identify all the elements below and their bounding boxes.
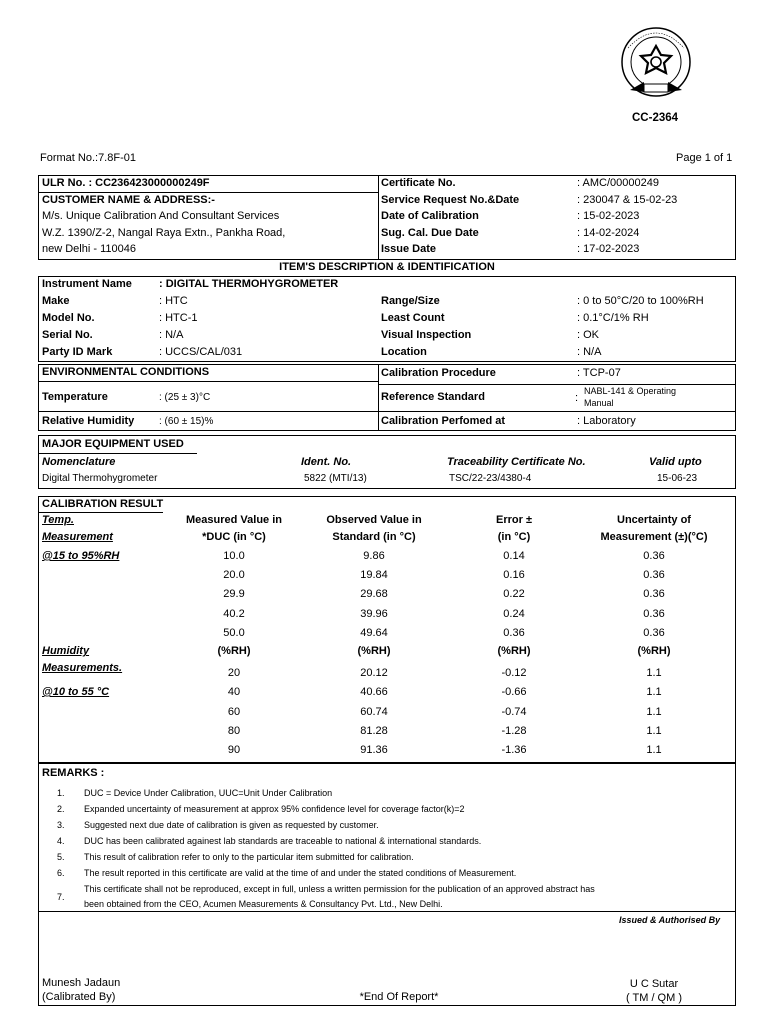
least-count-label: Least Count [381, 312, 445, 324]
temp-row-2-unc: 0.36 [643, 569, 665, 581]
reference-label: Reference Standard [381, 391, 485, 403]
remark-3-text: Suggested next due date of calibration is given as requested by customer. [84, 820, 379, 830]
environment-title: ENVIRONMENTAL CONDITIONS [42, 366, 210, 378]
temp-row-4-std: 39.96 [360, 608, 388, 620]
calibration-result-block [38, 496, 736, 763]
instrument-name-label: Instrument Name [42, 278, 132, 290]
remark-3-num: 3. [57, 820, 65, 830]
hum-row-3-error: -0.74 [501, 706, 527, 718]
format-number: Format No.:7.8F-01 [40, 152, 136, 164]
temperature-value: : (25 ± 3)°C [159, 392, 211, 403]
remark-4-text: DUC has been calibrated againest lab standards are traceable to national & international standards. [84, 836, 482, 846]
hum-row-3-std: 60.74 [360, 706, 388, 718]
temp-row-5-error: 0.36 [503, 627, 525, 639]
temp-row-5-std: 49.64 [360, 627, 388, 639]
hum-row-5-duc: 90 [227, 744, 241, 756]
certificate-no-label: Certificate No. [381, 177, 456, 189]
col-error-2: (in °C) [497, 531, 531, 543]
model-label: Model No. [42, 312, 95, 324]
hum-row-5-unc: 1.1 [646, 744, 662, 756]
range-value: : 0 to 50°C/20 to 100%RH [577, 295, 704, 307]
temp-row-4-error: 0.24 [503, 608, 525, 620]
page-number: Page 1 of 1 [676, 152, 733, 164]
remarks-block [38, 763, 736, 913]
end-of-report: *End Of Report* [359, 991, 439, 1003]
visual-inspection-value: : OK [577, 329, 600, 341]
temp-row-3-duc: 29.9 [223, 588, 245, 600]
customer-line-2: W.Z. 1390/Z-2, Nangal Raya Extn., Pankha Road, [42, 227, 286, 239]
remark-5-text: This result of calibration refer to only to the particular item submitted for calibration. [84, 852, 414, 862]
temp-row-1-unc: 0.36 [643, 550, 665, 562]
party-id-label: Party ID Mark [42, 346, 113, 358]
remark-2-text: Expanded uncertainty of measurement at approx 95% confidence level for coverage factor(k)=2 [84, 804, 465, 814]
ulr-number: ULR No. : CC236423000000249F [42, 177, 210, 189]
service-request-label: Service Request No.&Date [381, 194, 520, 206]
accreditation-seal-icon [618, 20, 694, 112]
hum-row-1-std: 20.12 [360, 667, 388, 679]
reference-value-2: Manual [584, 398, 614, 408]
hum-unit-std: (%RH) [357, 645, 391, 657]
cc-number: CC-2364 [632, 112, 679, 124]
authorised-name: U C Sutar [629, 978, 679, 990]
temp-row-3-unc: 0.36 [643, 588, 665, 600]
item-section-title: ITEM'S DESCRIPTION & IDENTIFICATION [279, 261, 495, 273]
hum-row-1-error: -0.12 [501, 667, 527, 679]
temp-row-3-std: 29.68 [360, 588, 388, 600]
temp-row-2-error: 0.16 [503, 569, 525, 581]
due-date-value: : 14-02-2024 [577, 227, 640, 239]
col-error-1: Error ± [496, 514, 532, 526]
range-label: Range/Size [381, 295, 440, 307]
make-label: Make [42, 295, 70, 307]
calibrated-by-role: (Calibrated By) [42, 991, 116, 1003]
due-date-label: Sug. Cal. Due Date [381, 227, 479, 239]
col-uncertainty-1: Uncertainty of [617, 514, 691, 526]
col-observed-2: Standard (in °C) [332, 531, 416, 543]
hum-row-1-unc: 1.1 [646, 667, 662, 679]
reference-colon: : [575, 392, 579, 404]
customer-line-1: M/s. Unique Calibration And Consultant Services [42, 210, 280, 222]
equipment-ident: 5822 (MTI/13) [304, 473, 367, 484]
hum-row-2-std: 40.66 [360, 686, 388, 698]
calibrated-by-name: Munesh Jadaun [42, 977, 121, 989]
equipment-header-valid: Valid upto [649, 456, 702, 468]
hum-row-2-unc: 1.1 [646, 686, 662, 698]
temp-row-2-duc: 20.0 [223, 569, 245, 581]
hum-row-4-std: 81.28 [360, 725, 388, 737]
equipment-header-traceability: Traceability Certificate No. [447, 456, 586, 468]
remark-4-num: 4. [57, 836, 65, 846]
certificate-block [38, 175, 736, 260]
col-measured-1: Measured Value in [186, 514, 282, 526]
location-label: Location [381, 346, 427, 358]
humidity-label-2: Measurements. [42, 662, 123, 674]
issue-date-label: Issue Date [381, 243, 437, 255]
procedure-label: Calibration Procedure [381, 367, 496, 379]
remarks-title: REMARKS : [42, 767, 105, 779]
model-value: : HTC-1 [159, 312, 198, 324]
temperature-label: Temperature [42, 391, 108, 403]
hum-row-4-duc: 80 [227, 725, 241, 737]
temp-row-2-std: 19.84 [360, 569, 388, 581]
temp-row-3-error: 0.22 [503, 588, 525, 600]
hum-row-3-unc: 1.1 [646, 706, 662, 718]
location-value: : N/A [577, 346, 602, 358]
remark-2-num: 2. [57, 804, 65, 814]
certificate-no-value: : AMC/00000249 [577, 177, 659, 189]
procedure-value: : TCP-07 [577, 367, 621, 379]
hum-row-4-unc: 1.1 [646, 725, 662, 737]
temp-row-1-duc: 10.0 [223, 550, 245, 562]
temp-row-1-std: 9.86 [363, 550, 385, 562]
party-id-value: : UCCS/CAL/031 [159, 346, 243, 358]
authorised-role: ( TM / QM ) [625, 992, 682, 1004]
remark-7-num: 7. [57, 892, 65, 902]
hum-unit-duc: (%RH) [217, 645, 251, 657]
humidity-range: @10 to 55 °C [42, 686, 110, 698]
signature-block [38, 911, 736, 1006]
performed-value: : Laboratory [577, 415, 636, 427]
hum-row-1-duc: 20 [227, 667, 241, 679]
issue-date-value: : 17-02-2023 [577, 243, 640, 255]
calibration-date-label: Date of Calibration [381, 210, 479, 222]
temp-row-1-error: 0.14 [503, 550, 525, 562]
col-measured-2: *DUC (in °C) [202, 531, 266, 543]
col-observed-1: Observed Value in [326, 514, 422, 526]
hum-unit-unc: (%RH) [637, 645, 671, 657]
col-uncertainty-2: Measurement (±)(°C) [600, 531, 708, 543]
temp-row-5-duc: 50.0 [223, 627, 245, 639]
serial-label: Serial No. [42, 329, 93, 341]
temp-range: @15 to 95%RH [42, 550, 120, 562]
hum-row-5-error: -1.36 [501, 744, 527, 756]
hum-unit-error: (%RH) [497, 645, 531, 657]
calibration-date-value: : 15-02-2023 [577, 210, 640, 222]
hum-row-3-duc: 60 [227, 706, 241, 718]
remark-7-line-2: been obtained from the CEO, Acumen Measurements & Consultancy Pvt. Ltd., New Delhi. [84, 899, 443, 909]
visual-inspection-label: Visual Inspection [381, 329, 472, 341]
remark-6-text: The result reported in this certificate are valid at the time of and under the stated conditions of Measurement. [84, 868, 517, 878]
performed-label: Calibration Perfomed at [381, 415, 506, 427]
customer-line-3: new Delhi - 110046 [42, 243, 136, 255]
service-request-value: : 230047 & 15-02-23 [577, 194, 678, 206]
remark-1-text: DUC = Device Under Calibration, UUC=Unit Under Calibration [84, 788, 333, 798]
equipment-title: MAJOR EQUIPMENT USED [42, 438, 184, 450]
issued-by: Issued & Authorised By [619, 915, 721, 925]
equipment-block [38, 435, 736, 489]
equipment-header-ident: Ident. No. [301, 456, 352, 468]
humidity-label: Relative Humidity [42, 415, 135, 427]
remark-7-line-1: This certificate shall not be reproduced, except in full, unless a written permission for the publication of an approved abstract has [84, 884, 595, 894]
serial-value: : N/A [159, 329, 184, 341]
results-title: CALIBRATION RESULT [42, 498, 164, 510]
col-temp-2: Measurement [42, 531, 113, 543]
remark-5-num: 5. [57, 852, 65, 862]
temp-row-4-duc: 40.2 [223, 608, 245, 620]
remark-6-num: 6. [57, 868, 65, 878]
equipment-nomenclature: Digital Thermohygrometer [42, 473, 158, 484]
make-value: : HTC [159, 295, 188, 307]
col-temp-1: Temp. [42, 514, 74, 526]
hum-row-5-std: 91.36 [360, 744, 388, 756]
equipment-traceability: TSC/22-23/4380-4 [449, 473, 532, 484]
environment-block [38, 364, 736, 431]
equipment-valid: 15-06-23 [657, 473, 698, 484]
reference-value-1: NABL-141 & Operating [584, 386, 677, 396]
temp-row-4-unc: 0.36 [643, 608, 665, 620]
humidity-label-1: Humidity [42, 645, 90, 657]
item-description-block [38, 276, 736, 362]
customer-label: CUSTOMER NAME & ADDRESS:- [42, 194, 215, 206]
temp-row-5-unc: 0.36 [643, 627, 665, 639]
equipment-header-nomenclature: Nomenclature [42, 456, 116, 468]
hum-row-2-duc: 40 [227, 686, 241, 698]
hum-row-4-error: -1.28 [501, 725, 527, 737]
hum-row-2-error: -0.66 [501, 686, 527, 698]
humidity-value: : (60 ± 15)% [159, 416, 214, 427]
instrument-name-value: : DIGITAL THERMOHYGROMETER [159, 278, 339, 290]
least-count-value: : 0.1°C/1% RH [577, 312, 649, 324]
remark-1-num: 1. [57, 788, 65, 798]
